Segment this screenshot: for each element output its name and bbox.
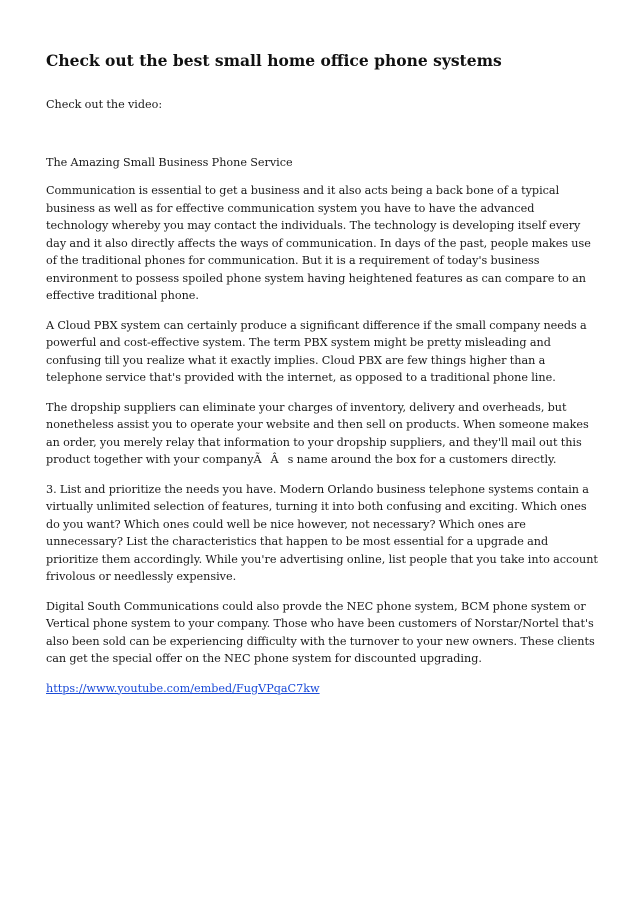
paragraph-digital-south: Digital South Communications could also provde the NEC phone system, BCM phone system or Vertical phone system to your company. Those who have been customers of Norstar/Nortel that's also been sold can be experiencing difficulty with the turnover to your new owners. These clients can get the special offer on the NEC phone system for discounted upgrading. xyxy=(46,599,595,665)
paragraph-communication: Communication is essential to get a business and it also acts being a back bone of a typical business as well as for effective communication system you have to have the advanced technology whereby you may contact the individuals. The technology is developing itself every day and it also directly affects the ways of communication. In days of the past, people makes use of the traditional phones for communication. But it is a requirement of today's business environment to possess spoiled phone system having heightened features as can compare to an effective traditional phone. xyxy=(46,184,591,302)
link-paragraph xyxy=(46,680,598,698)
paragraph-prioritize: 3. List and prioritize the needs you have. Modern Orlando business telephone systems contain a virtually unlimited selection of features, turning it into both confusing and exciting. Which ones do you want? Which ones could well be nice however, not necessary? Which ones are unnecessary? List the characteristics that happen to be most essential for a upgrade and prioritize them accordingly. While you're advertising online, list people that you take into account frivolous or needlessly expensive. xyxy=(46,482,598,583)
intro-text: Check out the video: xyxy=(46,98,163,111)
youtube-link[interactable]: https://www.youtube.com/embed/FugVPqaC7kw xyxy=(46,681,320,695)
page-title: Check out the best small home office phone systems xyxy=(46,51,502,70)
document-body xyxy=(46,50,598,709)
paragraph-cloud-pbx: A Cloud PBX system can certainly produce a significant difference if the small company needs a powerful and cost-effective system. The term PBX system might be pretty misleading and confusing till you realize what it exactly implies. Cloud PBX are few things higher than a telephone service that's provided with the internet, as opposed to a traditional phone line. xyxy=(46,318,587,384)
section-subtitle: The Amazing Small Business Phone Service xyxy=(46,155,293,169)
paragraph-dropship: The dropship suppliers can eliminate your charges of inventory, delivery and overheads, but nonetheless assist you to operate your website and then sell on products. When someone makes an order, you merely relay that information to your dropship suppliers, and they'll mail out this product together with your companyÃÂs name around the box for a customers directly. xyxy=(46,400,589,466)
